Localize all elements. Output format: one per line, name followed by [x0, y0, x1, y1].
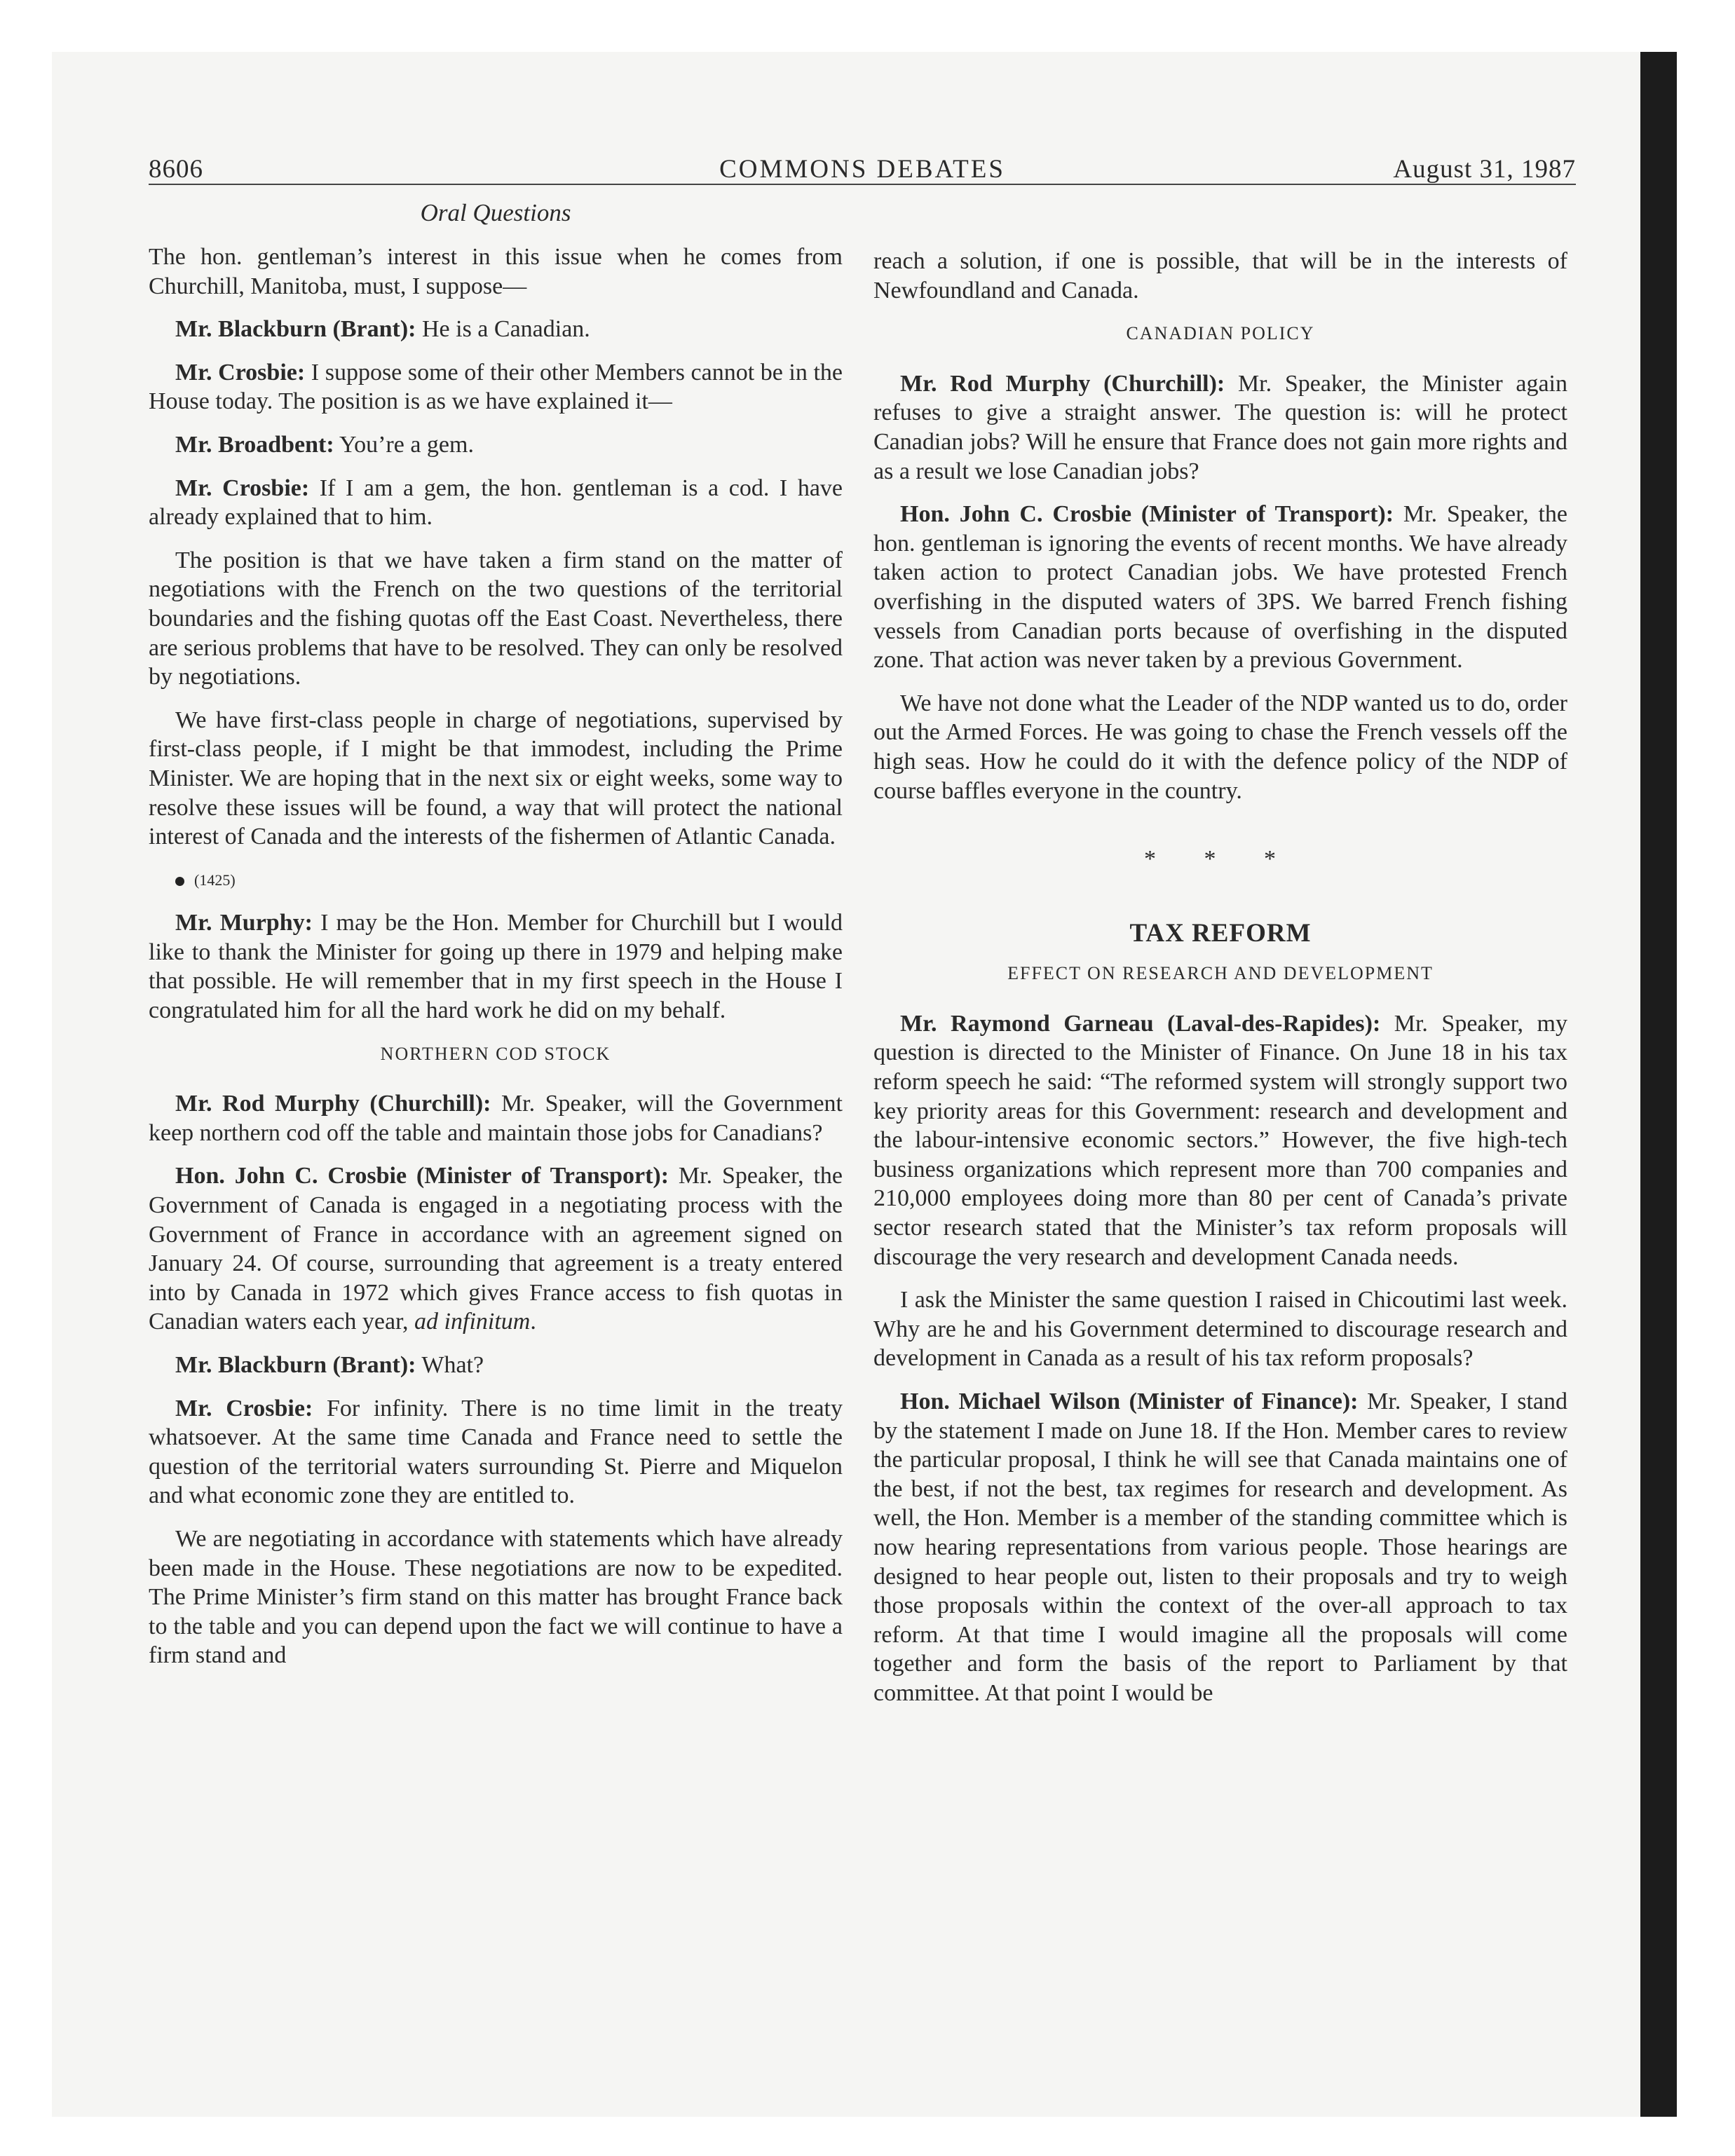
paragraph: reach a solution, if one is possible, that will be in the interests of Newfoundland and Canada.	[873, 248, 1567, 303]
section-heading: TAX REFORM	[1129, 918, 1312, 948]
sentence-end: .	[530, 1309, 536, 1335]
speech-text: I may be the Hon. Member for Churchill but I would like to thank the Minister for going up there in 1979 and helping make that possible. He will remember that in my first speech in the House I congratulated him for all the hard work he did on my behalf.	[149, 910, 843, 1024]
speech-text: Mr. Speaker, the hon. gentleman is ignoring the events of recent months. We have already taken action to protect Canadian jobs. We have protested French overfishing in the disputed waters of 3PS. We barred French fishing vessels from Canadian ports because of overfishing in the disputed zone. That action was never taken by a previous Government.	[873, 501, 1567, 674]
paragraph: The hon. gentleman’s interest in this issue when he comes from Churchill, Manitoba, must, I suppose—	[149, 244, 843, 299]
paragraph	[149, 315, 843, 344]
paragraph: We have not done what the Leader of the NDP wanted us to do, order out the Armed Forces. He was going to chase the French vessels off the high seas. How he could do it with the defence policy of the NDP of course baffles everyone in the country.	[873, 690, 1567, 804]
speech-text: Mr. Speaker, my question is directed to the Minister of Finance. On June 18 in his tax reform speech he said: “The reformed system will strongly support two key priority areas for this Government: research and development and the labour-intensive economic sectors.” However, the five high-tech business organizations which represent more than 700 companies and 210,000 employees doing more than 80 per cent of Canada’s private sector research stated that the Minister’s tax reform proposals will discourage the very research and development Canada needs.	[873, 1010, 1567, 1270]
paragraph	[149, 1394, 843, 1510]
paragraph	[873, 500, 1567, 675]
publication-title: COMMONS DEBATES	[719, 155, 1005, 184]
subheading: CANADIAN POLICY	[1126, 323, 1315, 344]
paragraph	[149, 1351, 843, 1380]
speaker-name: Mr. Rod Murphy (Churchill):	[175, 1091, 491, 1117]
page-number: 8606	[149, 155, 203, 184]
speech-text: Mr. Speaker, the Government of Canada is engaged in a negotiating process with the Government of France in accordance with an agreement signed on January 24. Of course, surrounding that agreement is a treaty entered into by Canada in 1972 which gives France access to fish quotas in Canadian waters each year,	[149, 1163, 843, 1335]
scan-edge-shadow	[1640, 52, 1677, 2117]
paragraph	[149, 358, 843, 416]
header-rule	[149, 184, 1576, 185]
speech-text: Mr. Speaker, will the Government keep northern cod off the table and maintain those jobs for Canadians?	[149, 1091, 843, 1146]
speech-text: For infinity. There is no time limit in the treaty whatsoever. At the same time Canada and France need to settle the question of the territorial waters surrounding St. Pierre and Miquelon and what economic zone they are entitled to.	[149, 1395, 843, 1509]
speech-text: He is a Canadian.	[421, 316, 590, 343]
paragraph	[149, 474, 843, 532]
paragraph	[873, 369, 1567, 486]
section-label: Oral Questions	[420, 199, 571, 226]
speech-text: Mr. Speaker, the Minister again refuses to give a straight answer. The question is: will he protect Canadian jobs? Will he ensure that France does not gain more rights and as a result we lose Canadian jobs?	[873, 370, 1568, 484]
section-separator: * * *	[1144, 846, 1297, 873]
speech-text: Mr. Speaker, I stand by the statement I made on June 18. If the Hon. Member cares to review the particular proposal, I think he will see that Canada maintains one of the best, if not the best, tax regimes for research and development. As well, the Hon. Member is a member of the standing committee which is now hearing representations from various people. Those hearings are designed to hear people out, listen to their proposals and try to weigh those proposals within the context of the over-all approach to tax reform. At that time I would imagine all the proposals will come together and form the basis of the report to Parliament by that committee. At that point I would be	[873, 1389, 1567, 1706]
publication-date: August 31, 1987	[1393, 155, 1576, 184]
paragraph: We have first-class people in charge of negotiations, supervised by first-class people, if I might be that immodest, including the Prime Minister. We are hoping that in the next six or eight weeks, some way to resolve these issues will be found, a way that will protect the national interest of Canada and the interests of the fishermen of Atlantic Canada.	[149, 707, 843, 850]
paragraph: I ask the Minister the same question I raised in Chicoutimi last week. Why are he and his Government determined to discourage research and development in Canada as a result of his tax reform proposals?	[873, 1287, 1567, 1372]
speaker-name: Mr. Blackburn (Brant):	[175, 1352, 416, 1378]
paragraph	[149, 1161, 843, 1337]
speaker-name: Mr. Crosbie:	[175, 359, 306, 386]
speaker-name: Hon. John C. Crosbie (Minister of Transport):	[175, 1163, 669, 1189]
speech-text: I suppose some of their other Members cannot be in the House today. The position is as we have explained it—	[149, 359, 843, 415]
speaker-name: Mr. Blackburn (Brant):	[175, 316, 416, 343]
subheading: NORTHERN COD STOCK	[380, 1043, 611, 1064]
speaker-name: Mr. Crosbie:	[175, 475, 310, 501]
speech-text: What?	[421, 1352, 484, 1378]
italic-phrase: ad infinitum	[414, 1309, 531, 1335]
speaker-name: Mr. Raymond Garneau (Laval-des-Rapides):	[900, 1010, 1381, 1037]
paragraph	[873, 1009, 1567, 1271]
speaker-name: Mr. Crosbie:	[175, 1395, 313, 1421]
right-column	[873, 247, 1567, 1722]
paragraph	[149, 1089, 843, 1147]
speaker-name: Hon. Michael Wilson (Minister of Finance):	[900, 1389, 1359, 1414]
paragraph: We are negotiating in accordance with statements which have already been made in the House. These negotiations are now to be expedited. The Prime Minister’s firm stand on this matter has brought France back to the table and you can depend upon the fact we will continue to have a firm stand and	[149, 1525, 843, 1669]
speech-text: If I am a gem, the hon. gentleman is a cod. I have already explained that to him.	[149, 475, 843, 531]
subheading: EFFECT ON RESEARCH AND DEVELOPMENT	[1007, 963, 1434, 984]
speaker-name: Mr. Rod Murphy (Churchill):	[900, 370, 1225, 397]
paragraph: The position is that we have taken a firm stand on the matter of negotiations with the French on the two questions of the territorial boundaries and the fishing quotas off the East Coast. Nevertheless, there are serious problems that have to be resolved. They can only be resolved by negotiations.	[149, 547, 843, 690]
bullet-icon	[175, 877, 184, 886]
time-marker	[149, 866, 843, 895]
speaker-name: Mr. Broadbent:	[175, 431, 334, 458]
left-column	[149, 243, 843, 1684]
time-marker-text: (1425)	[194, 871, 236, 889]
speaker-name: Mr. Murphy:	[175, 910, 313, 936]
speaker-name: Hon. John C. Crosbie (Minister of Transport):	[900, 501, 1394, 528]
paragraph	[149, 430, 843, 460]
paragraph	[873, 1387, 1567, 1708]
speech-text: You’re a gem.	[339, 431, 474, 458]
paragraph	[149, 908, 843, 1025]
